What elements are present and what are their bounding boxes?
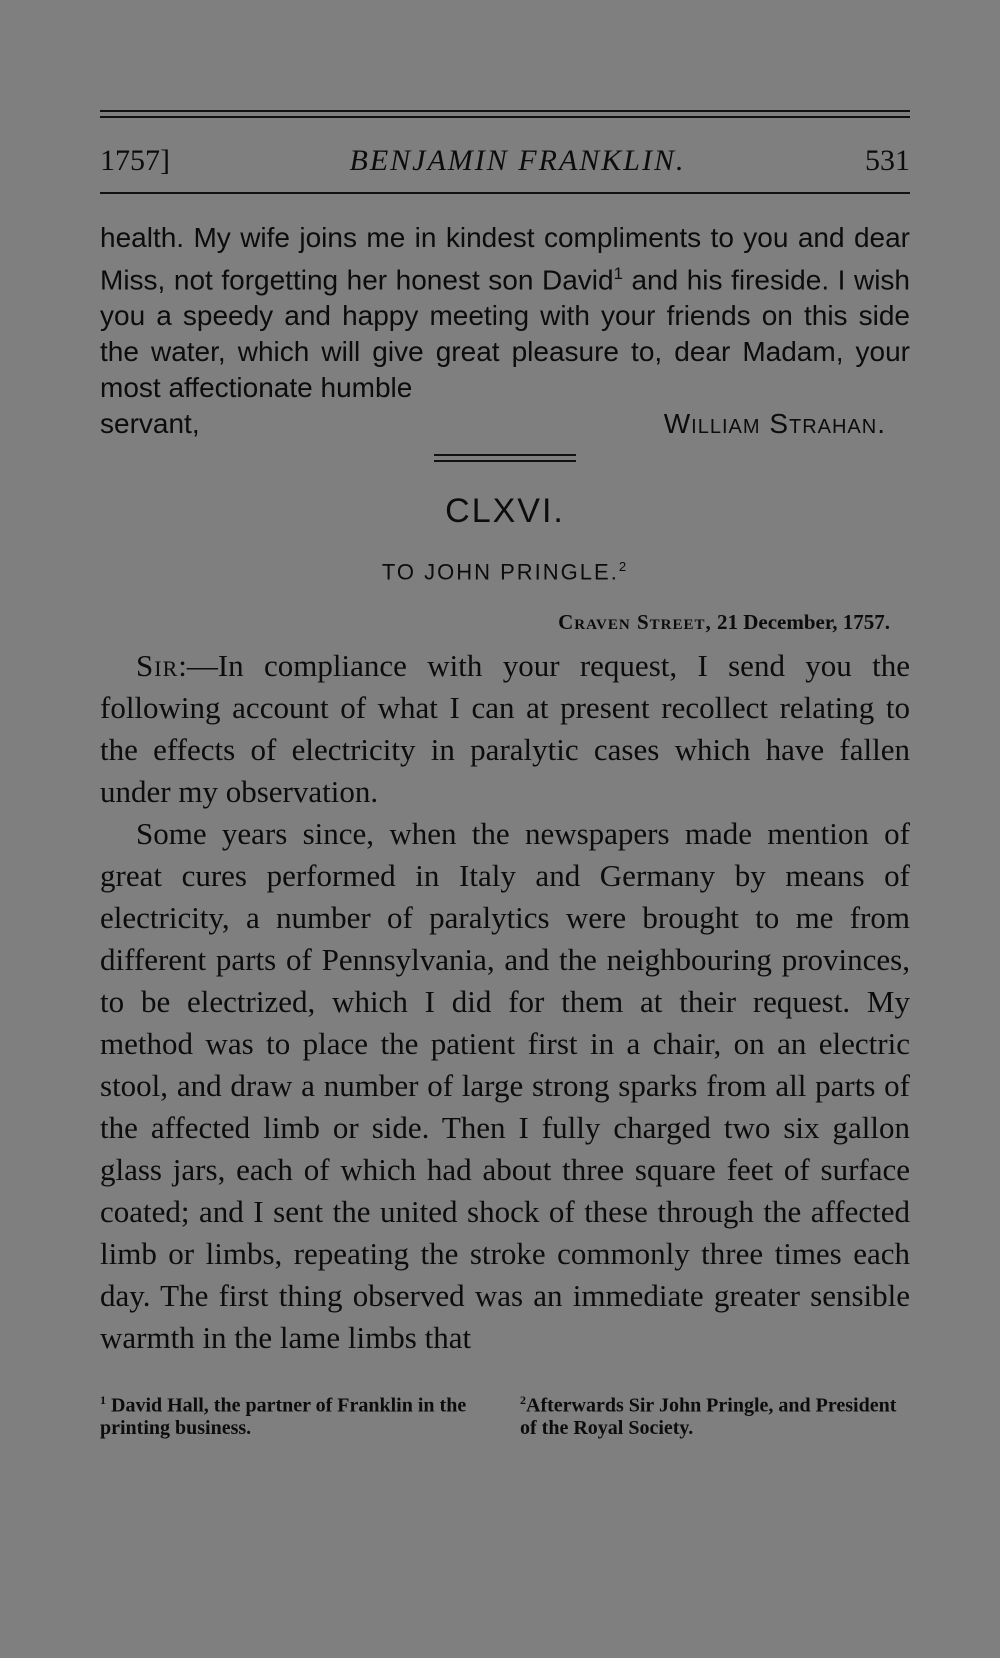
closing: servant, — [100, 408, 200, 440]
previous-letter-text-part1: health. My wife joins me in kindest compliments to you and dear Miss, not forgetting her honest son David — [100, 222, 910, 296]
dateline — [100, 610, 910, 635]
previous-letter-text-part2: and his fireside. I wish you a speedy and happy meeting with your friends on this side the water, which will give great pleasure to, dear Madam, your most affectionate humble — [100, 264, 910, 404]
footnote-ref-1: 1 — [613, 264, 623, 283]
header-rule — [100, 192, 910, 194]
section-separator — [434, 454, 576, 462]
recipient-text: TO JOHN PRINGLE. — [381, 559, 619, 585]
running-title: BENJAMIN FRANKLIN. — [349, 144, 686, 177]
running-header — [100, 144, 910, 178]
book-page — [100, 110, 910, 1440]
top-double-rule — [100, 110, 910, 118]
header-year: 1757] — [100, 144, 170, 177]
dateline-date: 21 December, 1757. — [711, 609, 890, 634]
footnote-2-text: Afterwards Sir John Pringle, and President of the Royal Society. — [520, 1394, 897, 1440]
signature-line — [100, 406, 910, 442]
signature: William Strahan. — [663, 408, 886, 440]
letter-recipient — [100, 559, 910, 585]
letter-number: CLXVI. — [445, 492, 565, 531]
footnote-2 — [520, 1389, 910, 1441]
letter-body — [100, 645, 910, 1359]
salutation: Sir — [136, 647, 179, 683]
paragraph-1 — [100, 645, 910, 813]
previous-letter-text — [100, 220, 910, 406]
dateline-place: Craven Street, — [558, 609, 712, 634]
footnote-ref-2: 2 — [618, 559, 629, 575]
previous-letter-end — [100, 220, 910, 442]
footnotes — [100, 1389, 910, 1441]
footnote-2-mark: 2 — [520, 1392, 526, 1407]
paragraph-2: Some years since, when the newspapers made mention of great cures performed in Italy and Germany by means of electricity, a number of paralytics were brought to me from different parts of Pennsylvania, and the neighbouring provinces, to be electrized, which I did for them at their request. My method was to place the patient first in a chair, on an electric stool, and draw a number of large strong sparks from all parts of the affected limb or side. Then I fully charged two six gallon glass jars, each of which had about three square feet of surface coated; and I sent the united shock of these through the affected limb or limbs, repeating the stroke commonly three times each day. The first thing observed was an immediate greater sensible warmth in the lame limbs that — [100, 815, 910, 1355]
paragraph-1-text: :—In compliance with your request, I send you the following account of what I can at present recollect relating to the effects of electricity in paralytic cases which have fallen under my observation. — [100, 647, 910, 809]
footnote-1-text: David Hall, the partner of Franklin in the printing business. — [100, 1394, 467, 1440]
footnote-1-mark: 1 — [100, 1392, 106, 1407]
footnote-1 — [100, 1389, 490, 1441]
page-number: 531 — [864, 144, 910, 177]
